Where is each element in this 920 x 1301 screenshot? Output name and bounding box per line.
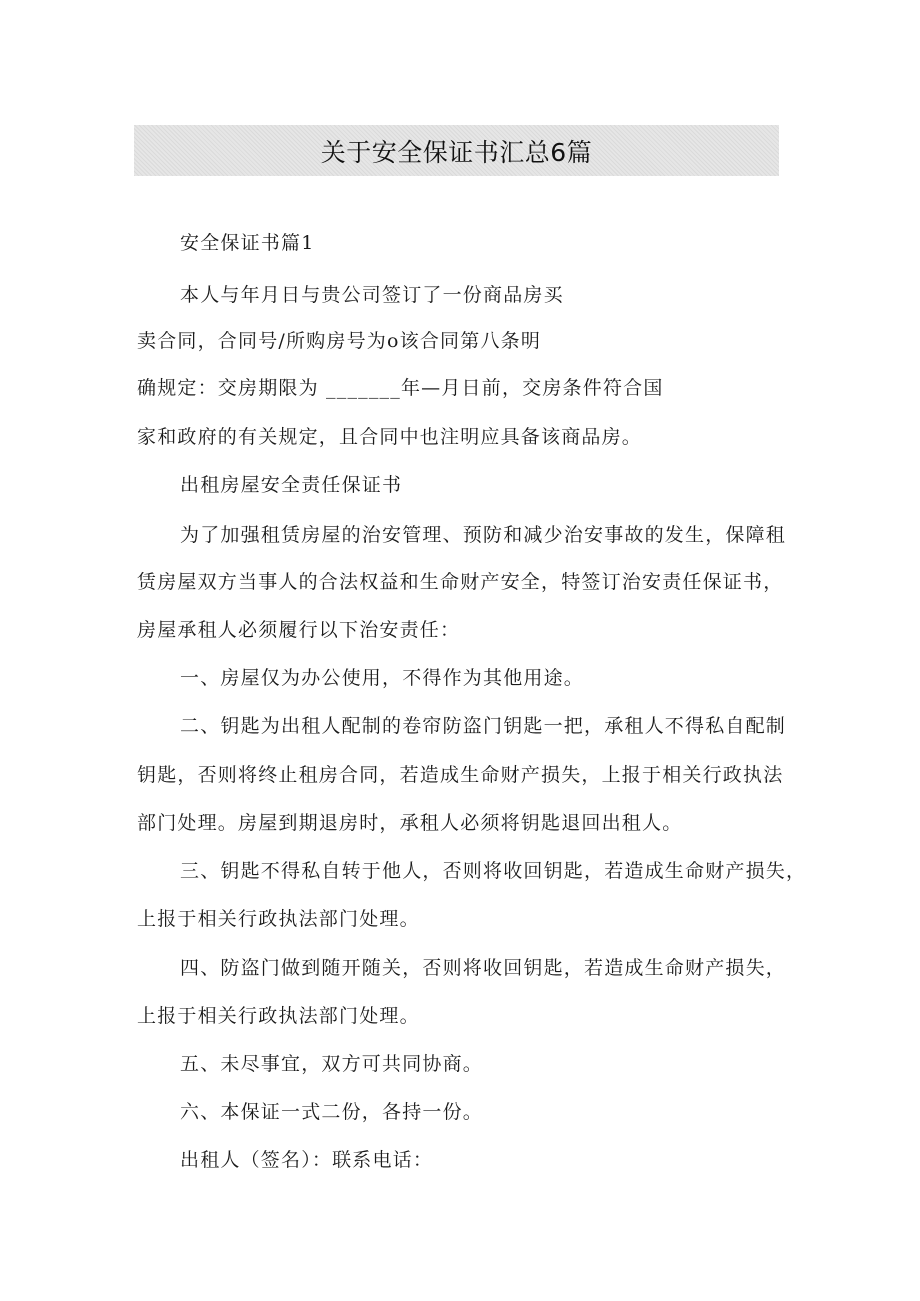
paragraph-line: 为了加强租赁房屋的治安管理、预防和减少治安事故的发生，保障租 xyxy=(180,524,787,546)
clause-line: 二、钥匙为出租人配制的卷帘防盗门钥匙一把，承租人不得私自配制 xyxy=(180,715,787,737)
clause-line: 六、本保证一式二份，各持一份。 xyxy=(180,1101,484,1123)
clause-line: 一、房屋仅为办公使用，不得作为其他用途。 xyxy=(180,667,585,689)
clause-line: 上报于相关行政执法部门处理。 xyxy=(137,1005,420,1027)
section-heading: 出租房屋安全责任保证书 xyxy=(180,474,403,496)
paragraph-line: 本人与年月日与贵公司签订了一份商品房买 xyxy=(180,284,564,306)
signature-line: 出租人（签名）：联系电话： xyxy=(180,1149,434,1171)
paragraph-line: 确规定：交房期限为 _______年—月日前，交房条件符合国 xyxy=(137,377,664,399)
clause-line: 四、防盗门做到随开随关，否则将收回钥匙，若造成生命财产损失， xyxy=(180,957,787,979)
clause-line: 部门处理。房屋到期退房时，承租人必须将钥匙退回出租人。 xyxy=(137,812,683,834)
clause-line: 钥匙，否则将终止租房合同，若造成生命财产损失，上报于相关行政执法 xyxy=(137,764,784,786)
clause-line: 三、钥匙不得私自转于他人，否则将收回钥匙，若造成生命财产损失， xyxy=(180,860,807,882)
section-heading: 安全保证书篇1 xyxy=(180,232,315,254)
document-title: 关于安全保证书汇总6篇 xyxy=(320,137,593,167)
paragraph-line: 家和政府的有关规定，且合同中也注明应具备该商品房。 xyxy=(137,426,643,448)
paragraph-line: 卖合同，合同号/所购房号为o该合同第八条明 xyxy=(137,330,542,352)
paragraph-line: 赁房屋双方当事人的合法权益和生命财产安全，特签订治安责任保证书， xyxy=(137,571,784,593)
paragraph-line: 房屋承租人必须履行以下治安责任： xyxy=(137,619,461,641)
clause-line: 上报于相关行政执法部门处理。 xyxy=(137,908,420,930)
clause-line: 五、未尽事宜，双方可共同协商。 xyxy=(180,1053,484,1075)
title-banner xyxy=(134,125,779,176)
